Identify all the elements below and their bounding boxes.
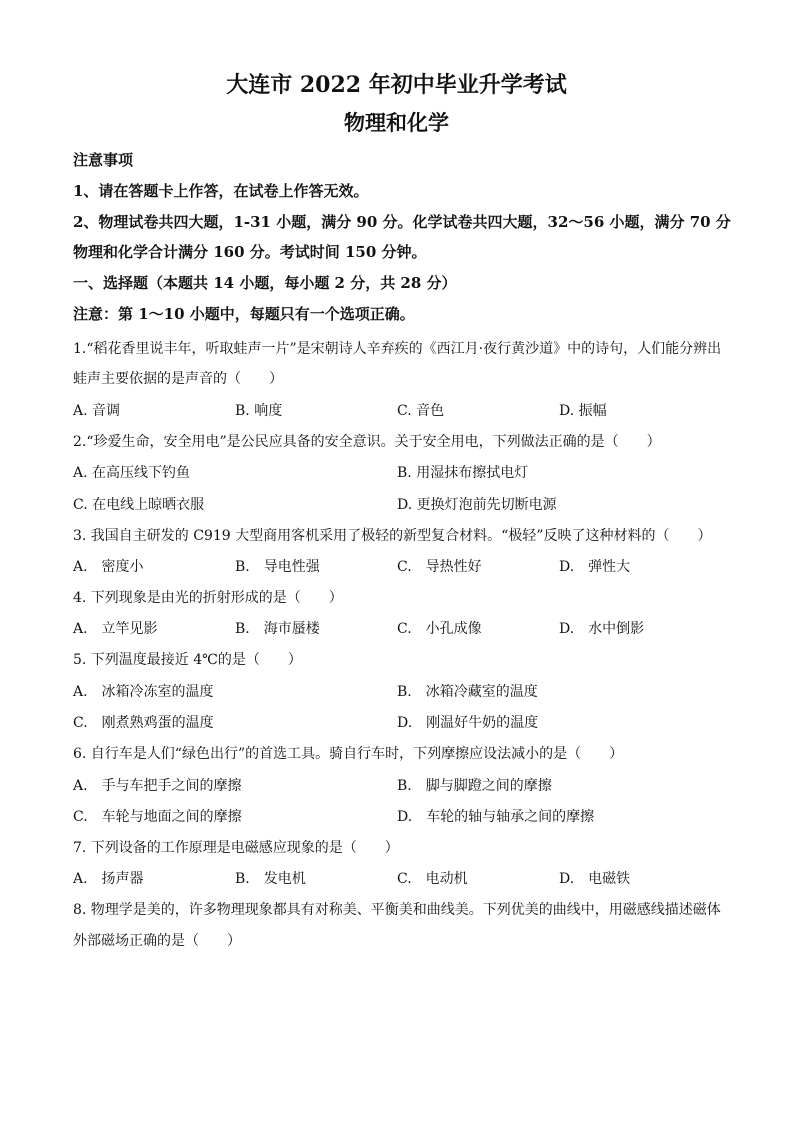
question-4-option-b: B. 海市蜃楼: [235, 621, 320, 637]
question-2-option-c: C. 在电线上晾晒衣服: [73, 497, 205, 513]
question-4-option-a: A. 立竿见影: [73, 621, 158, 637]
question-3-option-a: A. 密度小: [73, 559, 144, 575]
question-2-option-a: A. 在高压线下钓鱼: [73, 465, 191, 481]
question-2-option-b: B. 用湿抹布擦拭电灯: [397, 465, 529, 481]
question-8-stem-line-2: 外部磁场正确的是（ ）: [73, 933, 241, 949]
question-7-option-d: D. 电磁铁: [559, 871, 631, 887]
page-subtitle: 物理和化学: [344, 110, 449, 135]
question-5-option-c: C. 刚煮熟鸡蛋的温度: [73, 715, 214, 731]
question-1-option-a: A. 音调: [73, 403, 121, 419]
question-4-stem: 4. 下列现象是由光的折射形成的是（ ）: [73, 590, 343, 606]
question-5-option-a: A. 冰箱冷冻室的温度: [73, 684, 214, 700]
question-4-option-c: C. 小孔成像: [397, 621, 482, 637]
question-3-option-d: D. 弹性大: [559, 559, 631, 575]
question-2-option-d: D. 更换灯泡前先切断电源: [397, 497, 557, 513]
question-1-option-d: D. 振幅: [559, 403, 607, 419]
question-5-option-b: B. 冰箱冷藏室的温度: [397, 684, 538, 700]
question-1-option-c: C. 音色: [397, 403, 445, 419]
question-6-option-c: C. 车轮与地面之间的摩擦: [73, 809, 242, 825]
question-6-option-d: D. 车轮的轴与轴承之间的摩擦: [397, 809, 595, 825]
question-5-stem: 5. 下列温度最接近 4℃的是（ ）: [73, 652, 302, 668]
question-6-option-a: A. 手与车把手之间的摩擦: [73, 778, 242, 794]
page-title: 大连市 2022 年初中毕业升学考试: [226, 72, 567, 98]
notes-line-1: 1、请在答题卡上作答，在试卷上作答无效。: [73, 182, 369, 200]
question-8-stem-line-1: 8. 物理学是美的，许多物理现象都具有对称美、平衡美和曲线美。下列优美的曲线中，用磁感线描述磁体: [73, 902, 721, 918]
section-heading: 一、选择题（本题共 14 小题，每小题 2 分，共 28 分）: [73, 274, 457, 292]
question-6-stem: 6. 自行车是人们“绿色出行”的首选工具。骑自行车时，下列摩擦应设法减小的是（ ）: [73, 746, 624, 762]
notes-heading: 注意事项: [73, 151, 134, 169]
question-5-option-d: D. 刚温好牛奶的温度: [397, 715, 539, 731]
question-1-option-b: B. 响度: [235, 403, 283, 419]
question-7-stem: 7. 下列设备的工作原理是电磁感应现象的是（ ）: [73, 840, 399, 856]
question-7-option-b: B. 发电机: [235, 871, 306, 887]
question-7-option-a: A. 扬声器: [73, 871, 144, 887]
question-6-option-b: B. 脚与脚蹬之间的摩擦: [397, 778, 552, 794]
question-2-stem: 2.“珍爱生命，安全用电”是公民应具备的安全意识。关于安全用电，下列做法正确的是（ ）: [73, 434, 661, 450]
question-1-stem-line-1: 1.“稻花香里说丰年，听取蛙声一片”是宋朝诗人辛弃疾的《西江月·夜行黄沙道》中的诗句，人们能分辨出: [73, 341, 722, 357]
notes-line-2b: 物理和化学合计满分 160 分。考试时间 150 分钟。: [73, 243, 427, 261]
question-1-stem-line-2: 蛙声主要依据的是声音的（ ）: [73, 371, 283, 387]
question-4-option-d: D. 水中倒影: [559, 621, 645, 637]
question-3-option-b: B. 导电性强: [235, 559, 320, 575]
section-note: 注意：第 1～10 小题中，每题只有一个选项正确。: [73, 305, 415, 323]
notes-line-2a: 2、物理试卷共四大题，1-31 小题，满分 90 分。化学试卷共四大题，32～56 小题，满分 70 分: [73, 213, 731, 231]
question-3-stem: 3. 我国自主研发的 C919 大型商用客机采用了极轻的新型复合材料。“极轻”反映了这种材料的（ ）: [73, 528, 712, 544]
question-3-option-c: C. 导热性好: [397, 559, 482, 575]
question-7-option-c: C. 电动机: [397, 871, 468, 887]
